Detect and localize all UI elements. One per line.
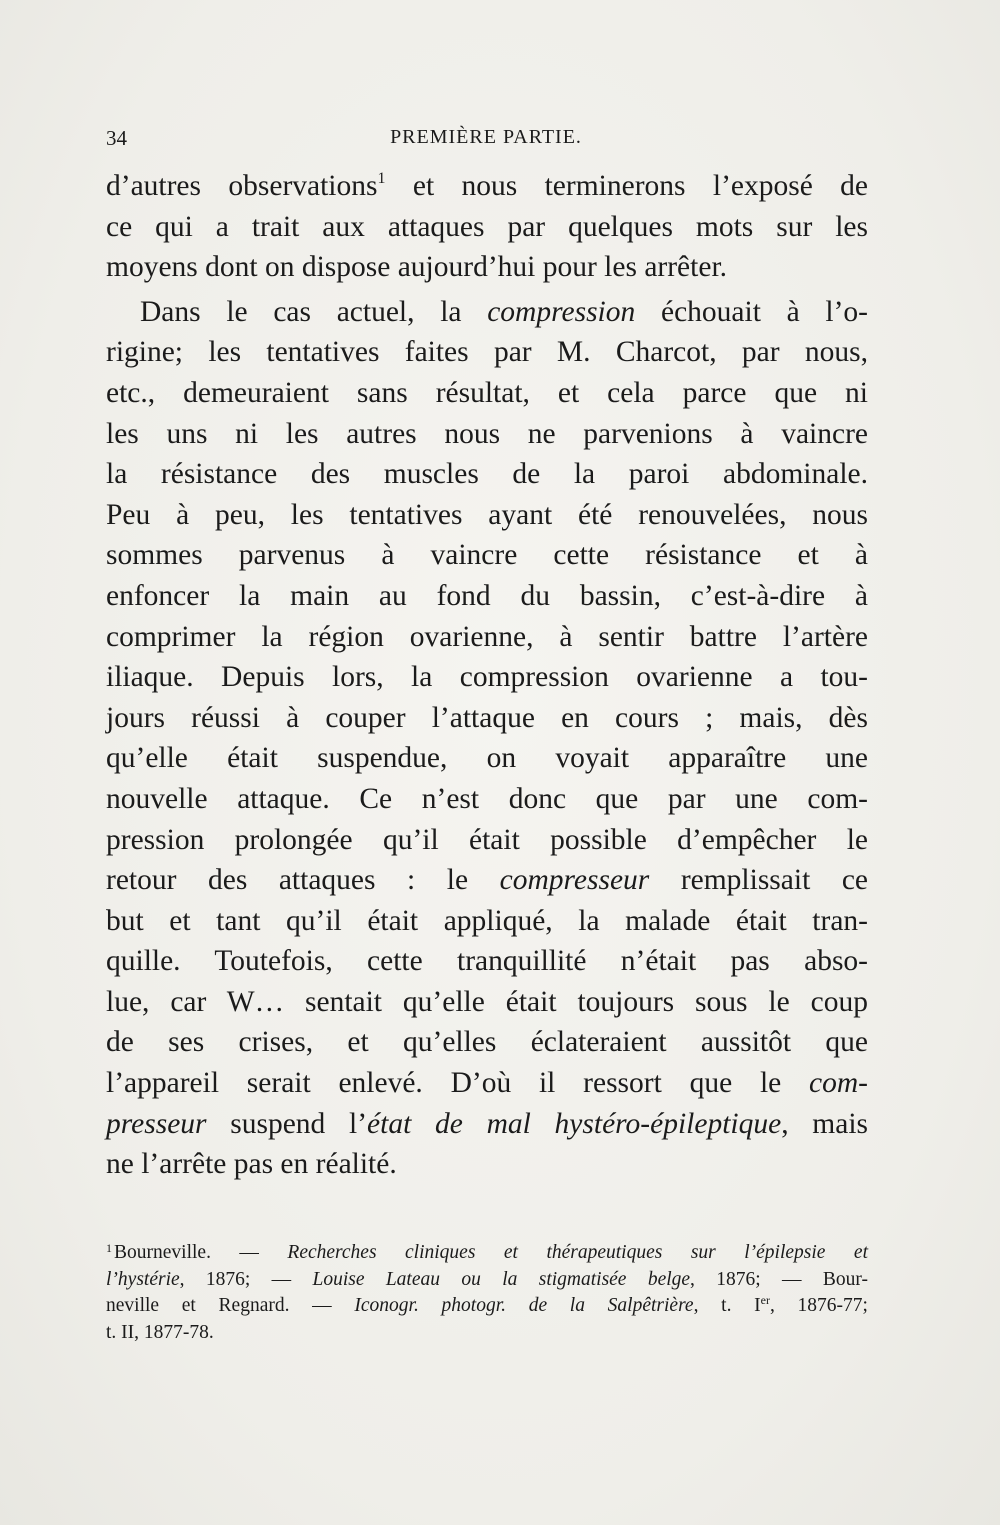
text-line: rigine; les tentatives faites par M. Charcot, par nous, [106, 336, 868, 369]
text-line: pression prolongée qu’il était possible d’empêcher le [106, 823, 868, 856]
text-line: l’appareil serait enlevé. D’où il ressort que le com- [106, 1067, 868, 1100]
body-text [106, 166, 868, 1185]
text-line: qu’elle était suspendue, on voyait apparaître une [106, 742, 868, 775]
text-line: lue, car W… sentait qu’elle était toujours sous le coup [106, 985, 868, 1018]
text-line: nouvelle attaque. Ce n’est donc que par une com- [106, 782, 868, 815]
text-line: retour des attaques : le compresseur remplissait ce [106, 864, 869, 897]
text-line: comprimer la région ovarienne, à sentir battre l’artère [106, 620, 868, 653]
text-line: moyens dont on dispose aujourd’hui pour les arrêter. [106, 251, 728, 284]
running-head [106, 126, 866, 158]
text-line: Peu à peu, les tentatives ayant été renouvelées, nous [106, 498, 868, 531]
text-line: quille. Toutefois, cette tranquillité n’était pas abso- [106, 945, 868, 978]
page-number: 34 [106, 126, 127, 150]
text-line: les uns ni les autres nous ne parvenions à vaincre [106, 417, 868, 450]
footnote-line: t. II, 1877-78. [106, 1321, 214, 1343]
footnote-line: $^1$ Bourneville. — Recherches cliniques et thérapeutiques sur l’épilepsie et [106, 1241, 868, 1263]
text-line: de ses crises, et qu’elles éclateraient aussitôt que [106, 1026, 868, 1059]
text-line: enfoncer la main au fond du bassin, c’est-à-dire à [106, 579, 868, 612]
footnote [106, 1240, 868, 1346]
text-line: etc., demeuraient sans résultat, et cela parce que ni [106, 376, 868, 409]
text-line: ce qui a trait aux attaques par quelques mots sur les [106, 210, 868, 243]
text-line: Dans le cas actuel, la compression échouait à l’o- [140, 295, 868, 328]
text-line: jours réussi à couper l’attaque en cours ; mais, dès [106, 701, 868, 734]
footnote-reference[interactable]: 1 [377, 170, 386, 187]
text-line: presseur suspend l’état de mal hystéro-épileptique, mais [106, 1107, 869, 1140]
text-line: d’autres observations$^1$ et nous terminerons l’exposé de [106, 170, 869, 202]
text-line: sommes parvenus à vaincre cette résistance et à [106, 539, 868, 572]
running-title: PREMIÈRE PARTIE. [390, 126, 582, 148]
text-line: but et tant qu’il était appliqué, la malade était tran- [106, 904, 868, 937]
text-line: ne l’arrête pas en réalité. [106, 1148, 397, 1181]
footnote-line: l’hystérie, 1876; — Louise Lateau ou la stigmatisée belge, 1876; — Bour- [106, 1268, 868, 1290]
footnote-line: neville et Regnard. — Iconogr. photogr. de la Salpêtrière, t. Ier, 1876-77; [106, 1293, 868, 1316]
footnote-mark: 1 [106, 1241, 112, 1255]
text-line: iliaque. Depuis lors, la compression ovarienne a tou- [106, 661, 868, 694]
text-line: la résistance des muscles de la paroi abdominale. [106, 458, 868, 491]
